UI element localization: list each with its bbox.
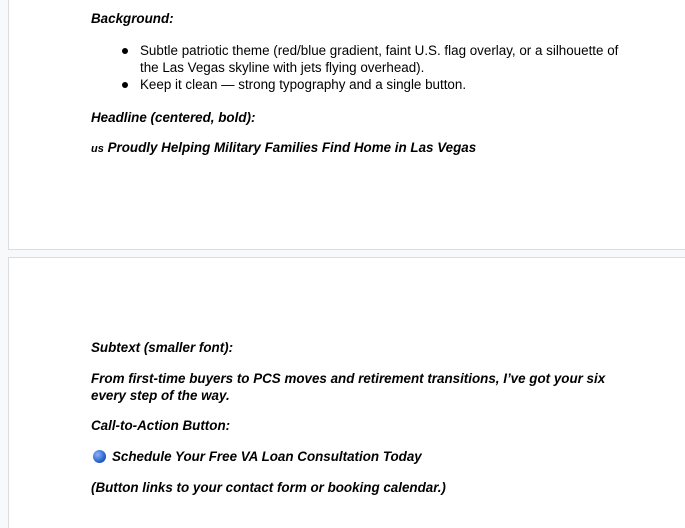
headline-heading: Headline (centered, bold): xyxy=(91,110,256,125)
cta-label: Schedule Your Free VA Loan Consultation Today xyxy=(112,449,422,464)
bullet-dot-icon xyxy=(122,82,128,88)
cta-heading: Call-to-Action Button: xyxy=(91,418,231,433)
cta-note: (Button links to your contact form or booking calendar.) xyxy=(91,480,446,495)
bullet-item xyxy=(111,42,618,76)
bullet-text-line: Subtle patriotic theme (red/blue gradient, faint U.S. flag overlay, or a silhouette of xyxy=(140,43,619,58)
subtext-line-1: From first-time buyers to PCS moves and retirement transitions, I’ve got your six xyxy=(91,371,606,386)
cta-text xyxy=(93,448,422,465)
bullet-item xyxy=(111,76,618,93)
bullet-dot-icon xyxy=(122,48,128,54)
background-heading: Background: xyxy=(91,11,174,26)
blue-circle-icon xyxy=(93,450,106,463)
subtext-line-2: every step of the way. xyxy=(91,388,230,403)
headline-value: Proudly Helping Military Families Find Home in Las Vegas xyxy=(107,140,477,155)
background-bullet-list xyxy=(111,42,618,93)
subtext-heading: Subtext (smaller font): xyxy=(91,340,234,355)
document-page-1 xyxy=(9,0,685,249)
headline-text xyxy=(91,139,476,158)
us-flag-icon: us xyxy=(91,143,104,155)
document-page-2 xyxy=(9,258,685,528)
bullet-text-line: the Las Vegas skyline with jets flying overhead). xyxy=(140,60,425,75)
bullet-text-line: Keep it clean — strong typography and a single button. xyxy=(140,77,467,92)
